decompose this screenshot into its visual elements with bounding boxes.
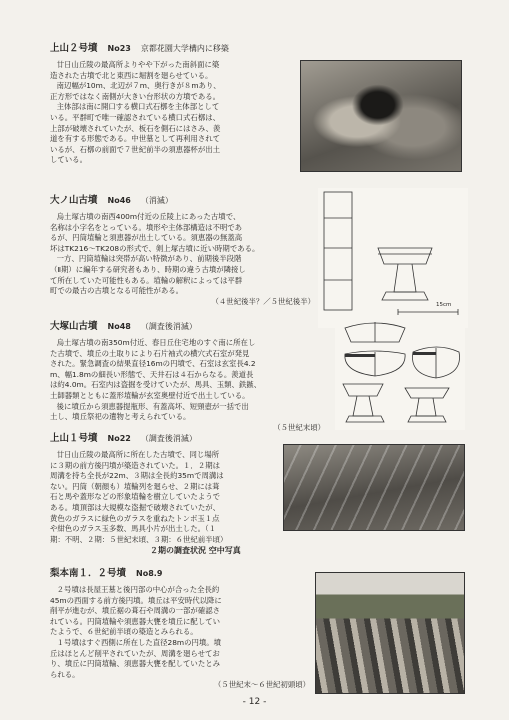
text-line: に３期の前方後円墳が築造されていた。１．２期は bbox=[50, 460, 220, 470]
section-body bbox=[50, 338, 325, 433]
section-otsukayama bbox=[50, 318, 325, 433]
text-line: いる。平群町で唯一確認されている横口式石槨は、 bbox=[50, 112, 220, 122]
tomb-number: No22 bbox=[107, 434, 131, 443]
text-line: 土師器類とともに蓋形埴輪が玄室奥壁付近で出土している。 bbox=[50, 390, 250, 400]
date-note: （４世紀後半？／５世紀後半） bbox=[211, 296, 315, 306]
text-line: 道を有する形態である。中世墓として再利用されて bbox=[50, 134, 220, 144]
tomb-number: No8.9 bbox=[136, 569, 163, 578]
tomb-title: 上山２号墳 bbox=[50, 43, 98, 54]
text-line: 烏土塚古墳の南西400m付近の丘陵上にあった古墳で、 bbox=[56, 212, 241, 221]
text-line: ２号墳は長屋王墓と後円部の中心が合った全長約 bbox=[56, 585, 220, 594]
section-body bbox=[50, 585, 310, 691]
text-line: された。緊急調査の結果直径16mの円墳で、石室は玄室長4.2 bbox=[50, 359, 256, 369]
tomb-status: （調査後消滅） bbox=[140, 434, 197, 443]
tomb-number: No23 bbox=[107, 44, 131, 53]
section-heading bbox=[50, 318, 325, 332]
text-line: ある。墳頂部は大規模な盗掘で破壊されていたが、 bbox=[50, 502, 220, 512]
text-line: たようで、６世紀前半頃の築造とみられる。 bbox=[50, 627, 198, 637]
text-line: 町での最古の古墳となる可能性がある。 bbox=[50, 286, 184, 296]
section-nashimoto-minami bbox=[50, 565, 310, 691]
text-line: 烏土塚古墳の南350m付近、春日丘住宅地のすぐ南に所在し bbox=[56, 338, 256, 347]
section-heading bbox=[50, 565, 310, 579]
section-kamiyama-2 bbox=[50, 40, 295, 166]
section-body bbox=[50, 450, 285, 545]
text-line: た古墳で、墳丘の土取りにより石片袖式の横穴式石室が発見 bbox=[50, 348, 250, 358]
tomb-number: No48 bbox=[107, 322, 131, 331]
text-line: 上部が破壊されていたが、板石を側石にはさみ、羨 bbox=[50, 123, 221, 133]
text-line: は約4.0m。石室内は盗掘を受けていたが、馬具、玉類、鉄鏃、 bbox=[50, 380, 262, 390]
scale-label: 15cm bbox=[436, 302, 452, 308]
text-line: るが、円筒埴輪と須恵器が出土している。須恵器の無蓋高 bbox=[50, 233, 243, 243]
text-line: 坏はTK216～TK208の形式で、剣上塚古墳に近い時期である。 bbox=[50, 243, 260, 253]
excavation-photo bbox=[315, 572, 465, 694]
text-line: 期：不明、２期：５世紀末頃、３期：６世紀前半頃） bbox=[50, 534, 228, 544]
text-line: １号墳はすぐ西側に所在した直径28mの円墳。墳 bbox=[56, 637, 222, 647]
tomb-status: 京都花園大学構内に移築 bbox=[140, 44, 229, 53]
tomb-title: 大ノ山古墳 bbox=[50, 195, 98, 206]
text-line: 後に墳丘から須恵器提瓶形、有蓋高坏、短頸壺が一括で出 bbox=[56, 401, 249, 411]
text-line: られる。 bbox=[50, 669, 80, 679]
section-heading bbox=[50, 192, 315, 206]
stone-chamber-photo bbox=[300, 60, 462, 172]
text-line: いるが、石槨の前面で７世紀前半の須恵器杯が出土 bbox=[50, 144, 220, 154]
text-line: （Ⅱ期）に編年する研究者もあり、時期の違う古墳が隣接し bbox=[50, 264, 246, 274]
text-line: 土し、墳丘祭祀の遺物と考えられている。 bbox=[50, 412, 191, 422]
text-line: 45mの西面する前方後円墳。墳丘は平安時代以降に bbox=[50, 595, 222, 605]
section-body bbox=[50, 60, 295, 166]
tomb-status: （調査後消滅） bbox=[140, 322, 197, 331]
pottery-drawing bbox=[335, 318, 465, 430]
section-heading bbox=[50, 40, 295, 54]
text-line: 正方形ではなく南側が大きい台形状の方墳である。 bbox=[50, 91, 220, 101]
date-note: （５世紀末頃） bbox=[273, 422, 325, 432]
tomb-title: 上山１号墳 bbox=[50, 433, 98, 444]
text-line: 南辺幅が10m、北辺が７m、奥行きが８mあり、 bbox=[56, 81, 221, 91]
date-note: （５世紀末～６世紀初頭頃） bbox=[213, 680, 310, 690]
section-body bbox=[50, 212, 315, 307]
text-line: れている。円筒埴輪や須恵器大甕を墳丘に配してい bbox=[50, 616, 220, 626]
text-line: や紺色のガラス玉多数、馬具小片が出土した。（１ bbox=[50, 524, 217, 534]
text-line: り、墳丘に円筒埴輪、須恵器大甕を配していたとみ bbox=[50, 659, 220, 669]
text-line: 周溝を持ち全長が22m、３期は全長約35mで周溝は bbox=[50, 471, 224, 481]
text-line: て所在していた可能性もある。埴輪の解釈によっては平群 bbox=[50, 275, 243, 285]
artifact-drawing bbox=[318, 188, 468, 328]
tomb-status: （消滅） bbox=[140, 196, 173, 205]
section-heading bbox=[50, 430, 285, 444]
text-line: 廿日山丘陵の最高所に所在した古墳で、同じ場所 bbox=[56, 450, 220, 459]
tomb-title: 大塚山古墳 bbox=[50, 321, 98, 332]
section-kamiyama-1 bbox=[50, 430, 285, 545]
section-onoyama bbox=[50, 192, 315, 307]
text-line: 削平が進むが、墳丘裾の葺石や周溝の一部が確認さ bbox=[50, 606, 220, 616]
text-line: ない。円筒（朝顔も）埴輪列を廻らせ、２期には葺 bbox=[50, 481, 220, 491]
page-number: - 12 - bbox=[242, 697, 267, 707]
text-line: 名称は小字名をとっている。墳形や主体部構造は不明であ bbox=[50, 222, 243, 232]
text-line: 主体部は南に開口する横口式石槨を主体部として bbox=[56, 102, 220, 112]
text-line: 丘はほとんど削平されていたが、周溝を廻らせてお bbox=[50, 648, 220, 658]
text-line: 造された古墳で北と東西に堀割を廻らせている。 bbox=[50, 70, 213, 80]
text-line: している。 bbox=[50, 155, 87, 165]
photo-caption: ２期の調査状況 空中写真 bbox=[150, 546, 241, 555]
text-line: 一方、円筒埴輪は突帯が高い特徴があり、前期後半段階 bbox=[56, 254, 242, 264]
text-line: 黄色のガラスに緑色のガラスを重ねたトンボ玉１点 bbox=[50, 513, 220, 523]
text-line: 廿日山丘陵の最高所よりやや下がった南斜面に築 bbox=[56, 60, 220, 69]
tomb-number: No46 bbox=[107, 196, 131, 205]
text-line: m、幅1.8mの細長い形態で、天井石は４石からなる。羨道長 bbox=[50, 369, 254, 379]
aerial-photo bbox=[283, 444, 465, 531]
tomb-title: 梨本南１．２号墳 bbox=[50, 568, 127, 579]
text-line: 石と馬や蓋形などの形象埴輪を樹立していたようで bbox=[50, 492, 220, 502]
